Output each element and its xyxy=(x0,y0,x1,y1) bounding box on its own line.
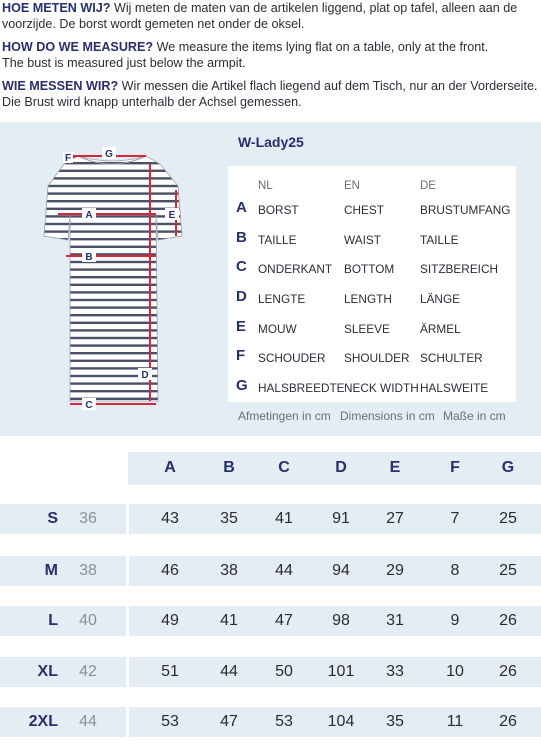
intro-de xyxy=(2,78,539,94)
column-header-d: D xyxy=(335,459,347,476)
size-number: 38 xyxy=(79,562,97,579)
diagram-label-a: A xyxy=(85,210,93,221)
cell-value: 10 xyxy=(446,663,464,680)
column-header-b: B xyxy=(223,459,235,476)
cell-value: 101 xyxy=(327,663,355,680)
size-label: 2XL xyxy=(28,713,58,730)
diagram-label-d: D xyxy=(141,370,149,381)
row-divider xyxy=(126,606,129,636)
diagram-label-c: C xyxy=(85,400,93,411)
cell-value: 41 xyxy=(275,510,293,527)
cell-value: 9 xyxy=(450,612,460,629)
legend-de: SCHULTER xyxy=(420,351,483,365)
cell-value: 94 xyxy=(332,562,350,579)
intro-nl-2: voorzijde. De borst wordt gemeten net onder de oksel. xyxy=(2,17,305,31)
column-header-c: C xyxy=(278,459,290,476)
dress-stripe xyxy=(38,291,186,293)
size-label: XL xyxy=(37,663,58,680)
intro-en-2: The bust is measured just below the armpit. xyxy=(2,56,246,70)
dress-stripe xyxy=(38,390,186,392)
cell-value: 41 xyxy=(220,612,238,629)
dress-stripe xyxy=(38,344,186,346)
legend-en: NECK WIDTH xyxy=(344,381,419,395)
dress-stripe xyxy=(38,200,186,202)
legend-nl: ONDERKANT xyxy=(258,262,333,276)
row-divider xyxy=(126,556,129,586)
cell-value: 47 xyxy=(220,713,238,730)
row-divider xyxy=(126,657,129,687)
legend-de: SITZBEREICH xyxy=(420,262,498,276)
cell-value: 35 xyxy=(386,713,404,730)
cell-value: 31 xyxy=(386,612,404,629)
column-header-f: F xyxy=(450,459,460,476)
legend-nl: MOUW xyxy=(258,322,297,336)
legend-header-en: EN xyxy=(344,180,360,192)
dress-stripe xyxy=(38,268,186,270)
legend-letter: B xyxy=(236,229,247,246)
cell-value: 43 xyxy=(161,510,179,527)
cell-value: 91 xyxy=(332,510,350,527)
cell-value: 33 xyxy=(386,663,404,680)
legend-header-nl: NL xyxy=(258,180,273,192)
cell-value: 27 xyxy=(386,510,404,527)
measurement-legend xyxy=(228,166,516,402)
cell-value: 8 xyxy=(450,562,460,579)
legend-nl: LENGTE xyxy=(258,292,306,306)
legend-de: TAILLE xyxy=(420,233,459,247)
row-divider xyxy=(126,504,129,534)
intro-text xyxy=(0,0,541,110)
dress-stripe xyxy=(38,246,186,248)
dress-stripe xyxy=(38,299,186,301)
size-label: S xyxy=(47,510,58,527)
dress-stripe xyxy=(38,215,186,217)
dress-stripe xyxy=(38,284,186,286)
legend-nl: HALSBREEDTE xyxy=(258,381,345,395)
size-label: L xyxy=(48,612,58,629)
cell-value: 29 xyxy=(386,562,404,579)
diagram-label-b: B xyxy=(85,252,93,263)
cell-value: 98 xyxy=(332,612,350,629)
intro-en-label: HOW DO WE MEASURE? xyxy=(2,40,154,54)
column-header-g: G xyxy=(501,459,515,476)
cell-value: 51 xyxy=(161,663,179,680)
legend-en: SHOULDER xyxy=(344,351,410,365)
dress-stripe xyxy=(38,306,186,308)
legend-en: CHEST xyxy=(344,203,384,217)
dress-stripe xyxy=(38,398,186,400)
legend-row xyxy=(228,257,516,281)
dress-stripe xyxy=(38,367,186,369)
legend-row xyxy=(228,317,516,341)
dress-stripe xyxy=(38,322,186,324)
legend-en: SLEEVE xyxy=(344,322,390,336)
units-nl: Afmetingen in cm xyxy=(238,409,331,423)
intro-nl-text-1: Wij meten de maten van de artikelen liggend, plat op tafel, alleen aan de xyxy=(110,1,518,15)
model-name: W-Lady25 xyxy=(238,134,304,150)
intro-de-2: Die Brust wird knapp unterhalb der Achsel gemessen. xyxy=(2,95,302,109)
legend-letter: C xyxy=(236,258,247,275)
legend-row xyxy=(228,346,516,370)
diagram-label-g: G xyxy=(105,149,113,160)
legend-de: HALSWEITE xyxy=(420,381,489,395)
dress-stripe xyxy=(38,360,186,362)
dress-stripe xyxy=(38,261,186,263)
column-header-a: A xyxy=(164,459,176,476)
cell-value: 47 xyxy=(275,612,293,629)
cell-value: 38 xyxy=(220,562,238,579)
legend-row xyxy=(228,287,516,311)
cell-value: 25 xyxy=(499,562,517,579)
dress-stripe xyxy=(38,382,186,384)
intro-nl xyxy=(2,0,539,16)
size-number: 36 xyxy=(79,510,97,527)
dress-stripe xyxy=(38,314,186,316)
diagram-label-f: F xyxy=(64,153,72,164)
legend-nl: SCHOUDER xyxy=(258,351,326,365)
legend-letter: G xyxy=(236,377,248,394)
units-en: Dimensions in cm xyxy=(340,409,435,423)
size-number: 40 xyxy=(79,612,97,629)
cell-value: 46 xyxy=(161,562,179,579)
cell-value: 50 xyxy=(275,663,293,680)
diagram-label-e: E xyxy=(168,210,176,221)
cell-value: 7 xyxy=(450,510,460,527)
dress-stripe xyxy=(38,208,186,210)
dress-stripe xyxy=(38,329,186,331)
size-number: 44 xyxy=(79,713,97,730)
cell-value: 104 xyxy=(327,713,355,730)
dress-stripe xyxy=(38,170,186,172)
column-header-e: E xyxy=(389,459,401,476)
legend-nl: TAILLE xyxy=(258,233,297,247)
size-number: 42 xyxy=(79,663,97,680)
legend-letter: D xyxy=(236,288,247,305)
intro-de-label: WIE MESSEN WIR? xyxy=(2,79,119,93)
dress-stripe xyxy=(38,192,186,194)
dress-stripe xyxy=(38,185,186,187)
cell-value: 35 xyxy=(220,510,238,527)
legend-letter: A xyxy=(236,199,247,216)
intro-nl-label: HOE METEN WIJ? xyxy=(2,1,111,15)
cell-value: 44 xyxy=(275,562,293,579)
legend-en: BOTTOM xyxy=(344,262,395,276)
legend-letter: E xyxy=(236,318,247,335)
dress-stripe xyxy=(38,375,186,377)
dress-stripe xyxy=(38,230,186,232)
cell-value: 53 xyxy=(161,713,179,730)
dress-diagram xyxy=(38,146,186,414)
cell-value: 53 xyxy=(275,713,293,730)
legend-letter: F xyxy=(236,347,246,364)
dress-stripe xyxy=(38,405,186,407)
legend-row xyxy=(228,376,516,400)
intro-de-text-1: Wir messen die Artikel flach liegend auf dem Tisch, nur an der Vorderseite. xyxy=(118,79,538,93)
cell-value: 25 xyxy=(499,510,517,527)
legend-en: WAIST xyxy=(344,233,381,247)
legend-header-de: DE xyxy=(420,180,436,192)
units-de: Maße in cm xyxy=(443,409,506,423)
intro-en xyxy=(2,39,539,55)
dress-stripe xyxy=(38,337,186,339)
legend-row xyxy=(228,198,516,222)
legend-row xyxy=(228,228,516,252)
cell-value: 26 xyxy=(499,612,517,629)
legend-nl: BORST xyxy=(258,203,299,217)
dress-stripe xyxy=(38,276,186,278)
row-divider xyxy=(126,707,129,737)
legend-de: BRUSTUMFANG xyxy=(420,203,511,217)
cell-value: 26 xyxy=(499,663,517,680)
legend-de: ÄRMEL xyxy=(420,322,461,336)
intro-en-text-1: We measure the items lying flat on a table, only at the front. xyxy=(153,40,489,54)
cell-value: 11 xyxy=(446,713,464,730)
cell-value: 44 xyxy=(220,663,238,680)
size-label: M xyxy=(44,562,58,579)
cell-value: 49 xyxy=(161,612,179,629)
legend-en: LENGTH xyxy=(344,292,392,306)
dress-stripe xyxy=(38,352,186,354)
dress-stripe xyxy=(38,177,186,179)
dress-stripe xyxy=(38,223,186,225)
legend-de: LÄNGE xyxy=(420,292,460,306)
cell-value: 26 xyxy=(499,713,517,730)
